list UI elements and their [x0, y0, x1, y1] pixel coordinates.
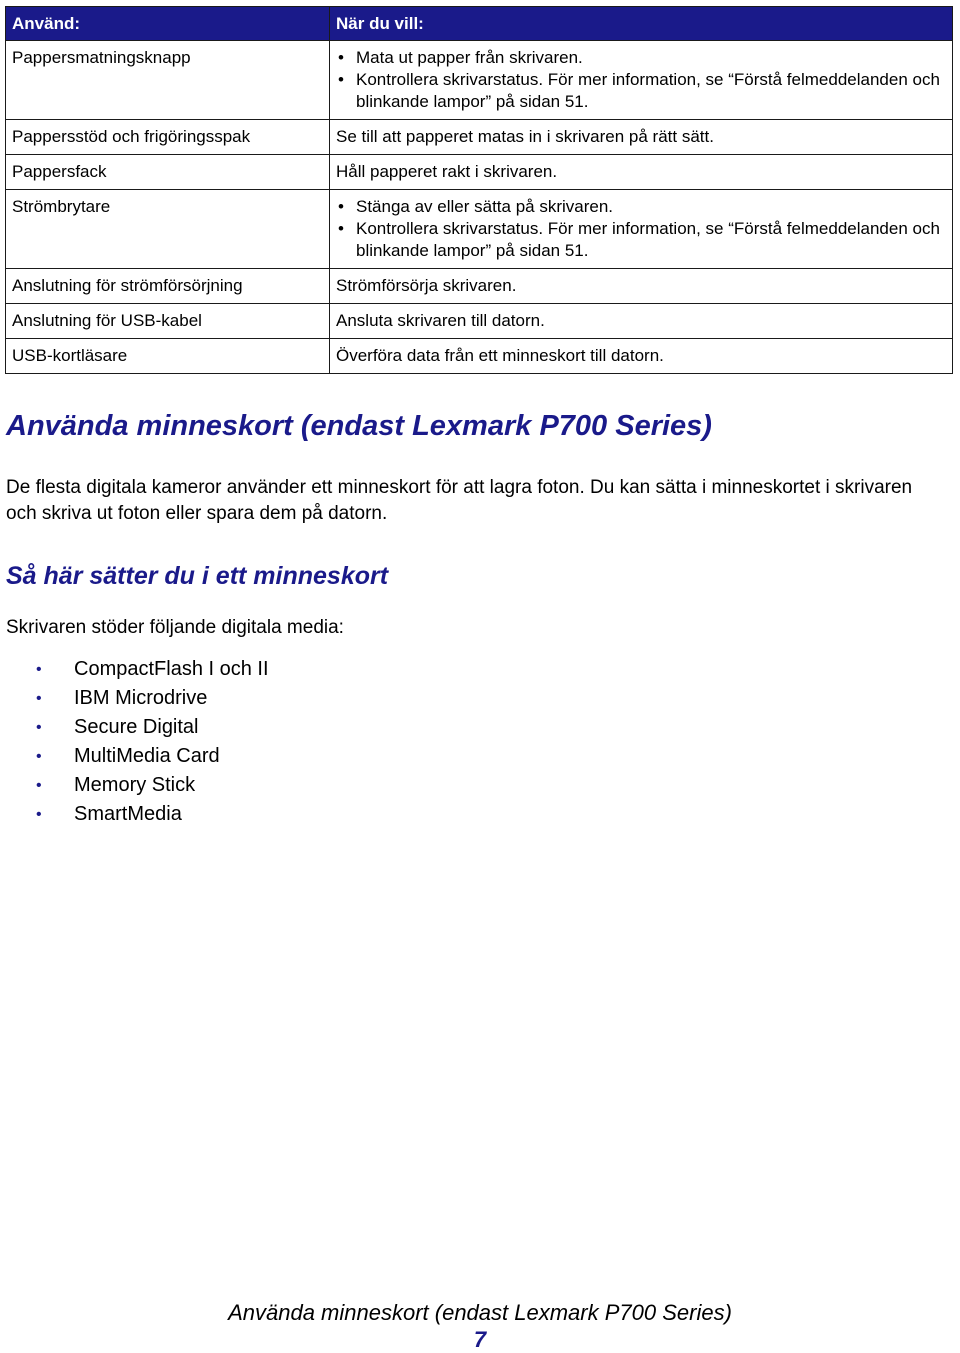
section-heading: Använda minneskort (endast Lexmark P700 Series) [6, 410, 712, 442]
purpose-cell: Överföra data från ett minneskort till datorn. [330, 339, 953, 374]
media-item [6, 713, 269, 742]
media-item [6, 684, 269, 713]
purpose-cell [330, 190, 953, 269]
purpose-cell: Se till att papperet matas in i skrivaren på rätt sätt. [330, 120, 953, 155]
media-item [6, 742, 269, 771]
table-header-row [6, 7, 953, 41]
footer-title: Använda minneskort (endast Lexmark P700 Series) [228, 1300, 732, 1325]
media-list [6, 655, 269, 829]
part-cell: Pappersfack [6, 155, 330, 190]
media-item-label: SmartMedia [74, 803, 182, 825]
table-row [6, 120, 953, 155]
purpose-cell: Strömförsörja skrivaren. [330, 269, 953, 304]
table-row [6, 155, 953, 190]
purpose-list [336, 196, 946, 262]
purpose-item: • Mata ut papper från skrivaren. [336, 47, 946, 69]
part-cell: Anslutning för USB-kabel [6, 304, 330, 339]
purpose-list [336, 47, 946, 113]
part-cell: Anslutning för strömförsörjning [6, 269, 330, 304]
table-row [6, 269, 953, 304]
column-header-when: När du vill: [330, 7, 953, 41]
table-row [6, 339, 953, 374]
purpose-item: • Kontrollera skrivarstatus. För mer information, se “Förstå felmeddelanden och blinkande lampor” på sidan 51. [336, 218, 946, 262]
part-cell: USB-kortläsare [6, 339, 330, 374]
page-number: 7 [473, 1327, 487, 1352]
media-item-label: MultiMedia Card [74, 745, 220, 767]
purpose-item: • Kontrollera skrivarstatus. För mer information, se “Förstå felmeddelanden och blinkande lampor” på sidan 51. [336, 69, 946, 113]
column-header-use: Använd: [6, 7, 330, 41]
bullet-icon: • [36, 661, 42, 678]
bullet-icon: • [36, 719, 42, 736]
part-cell: Pappersmatningsknapp [6, 41, 330, 120]
purpose-cell: Ansluta skrivaren till datorn. [330, 304, 953, 339]
bullet-icon: • [36, 806, 42, 823]
table-row [6, 304, 953, 339]
part-cell: Strömbrytare [6, 190, 330, 269]
media-intro: Skrivaren stöder följande digitala media: [6, 617, 344, 638]
media-item-label: Secure Digital [74, 716, 199, 738]
media-item [6, 771, 269, 800]
table-row [6, 41, 953, 120]
purpose-cell: Håll papperet rakt i skrivaren. [330, 155, 953, 190]
bullet-icon: • [36, 748, 42, 765]
media-item [6, 655, 269, 684]
part-cell: Pappersstöd och frigöringsspak [6, 120, 330, 155]
section-paragraph: De flesta digitala kameror använder ett minneskort för att lagra foton. Du kan sätta i minneskortet i skrivaren och skriva ut foton eller spara dem på datorn. [6, 477, 913, 524]
media-item-label: Memory Stick [74, 774, 196, 796]
bullet-icon: • [36, 777, 42, 794]
purpose-item: • Stänga av eller sätta på skrivaren. [336, 196, 946, 218]
table-row [6, 190, 953, 269]
purpose-cell [330, 41, 953, 120]
media-item [6, 800, 269, 829]
uses-table [5, 6, 953, 374]
media-item-label: IBM Microdrive [74, 687, 208, 709]
media-item-label: CompactFlash I och II [74, 658, 269, 680]
subsection-heading: Så här sätter du i ett minneskort [6, 562, 389, 590]
bullet-icon: • [36, 690, 42, 707]
